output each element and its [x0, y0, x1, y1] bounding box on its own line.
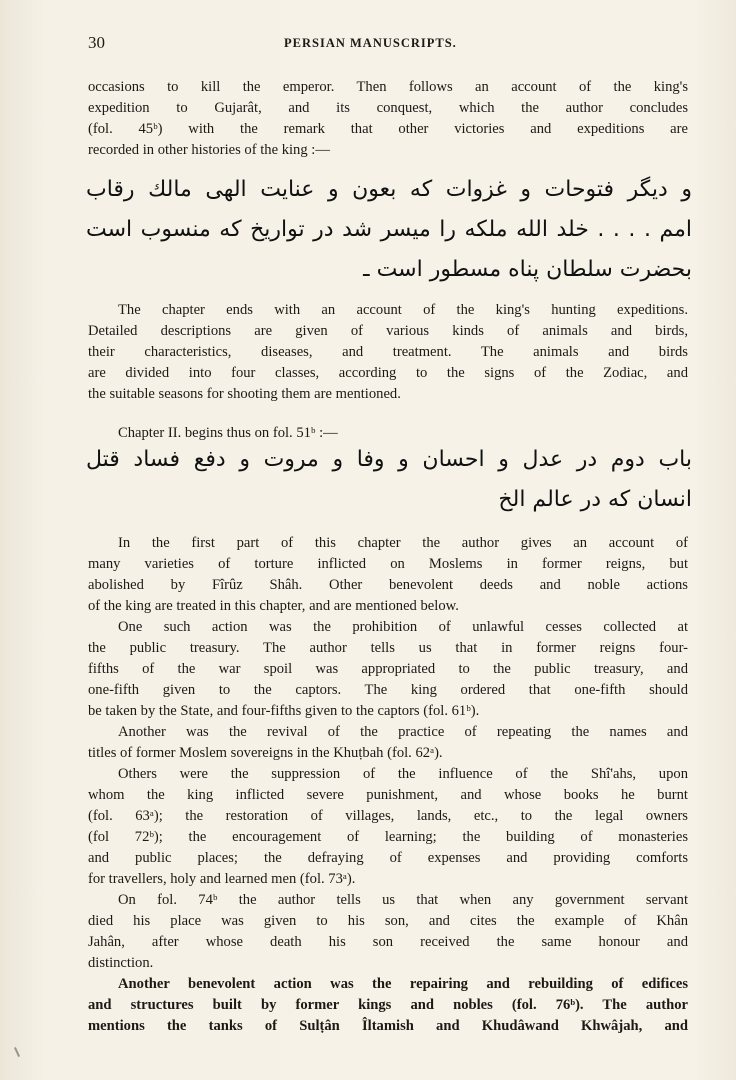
- text-line: (fol. 45ᵇ) with the remark that other victories and expeditions are: [88, 121, 688, 137]
- paragraph-edifices: [88, 974, 688, 1037]
- page-edge-mark: [14, 1047, 20, 1057]
- text-line: distinction.: [88, 955, 154, 971]
- paragraph-suppression: [88, 764, 688, 890]
- persian-line: بحضرت سلطان پناه مسطور است ـ: [363, 257, 692, 282]
- paragraph-torture: [88, 533, 688, 617]
- text-line: titles of former Moslem sovereigns in the Khuṭbah (fol. 62ᵃ).: [88, 745, 443, 761]
- persian-quotation-2: [86, 440, 692, 520]
- text-line: (fol 72ᵇ); the encouragement of learning; the building of monasteries: [88, 829, 688, 845]
- text-line: The chapter ends with an account of the king's hunting expeditions.: [118, 302, 688, 318]
- text-line: the public treasury. The author tells us that in former reigns four-: [88, 640, 688, 656]
- page-header: [88, 33, 686, 53]
- paragraph-khan-jahan: [88, 890, 688, 974]
- persian-line: انسان که در عالم الخ: [498, 487, 692, 512]
- chapter-heading: Chapter II. begins thus on fol. 51ᵇ :—: [118, 425, 338, 441]
- text-line: expedition to Gujarât, and its conquest, which the author concludes: [88, 100, 688, 116]
- text-line: many varieties of torture inflicted on Moslems in former reigns, but: [88, 556, 688, 572]
- text-line: died his place was given to his son, and cites the example of Khân: [88, 913, 688, 929]
- text-line: Detailed descriptions are given of various kinds of animals and birds,: [88, 323, 688, 339]
- text-line: In the first part of this chapter the author gives an account of: [118, 535, 688, 551]
- text-line: be taken by the State, and four-fifths given to the captors (fol. 61ᵇ).: [88, 703, 480, 719]
- paragraph-hunting: [88, 300, 688, 405]
- text-line: One such action was the prohibition of unlawful cesses collected at: [118, 619, 688, 635]
- text-line: and public places; the defraying of expenses and providing comforts: [88, 850, 688, 866]
- text-line: Another benevolent action was the repairing and rebuilding of edifices: [118, 976, 688, 992]
- text-line: fifths of the war spoil was appropriated to the public treasury, and: [88, 661, 688, 677]
- text-line: abolished by Fîrûz Shâh. Other benevolent deeds and noble actions: [88, 577, 688, 593]
- text-line: occasions to kill the emperor. Then follows an account of the king's: [88, 79, 688, 95]
- text-line: one-fifth given to the captors. The king ordered that one-fifth should: [88, 682, 688, 698]
- persian-line: و دیگر فتوحات و غزوات که بعون و عنایت الهی مالك رقاب: [86, 177, 692, 202]
- text-line: (fol. 63ᵃ); the restoration of villages, lands, etc., to the legal owners: [88, 808, 688, 824]
- text-line: mentions the tanks of Sulṭân Îltamish and Khudâwand Khwâjah, and: [88, 1018, 688, 1034]
- text-line: recorded in other histories of the king :—: [88, 142, 330, 158]
- text-line: On fol. 74ᵇ the author tells us that when any government servant: [118, 892, 688, 908]
- persian-line: باب دوم در عدل و احسان و وفا و مروت و دفع فساد قتل: [86, 447, 692, 472]
- text-line: for travellers, holy and learned men (fol. 73ᵃ).: [88, 871, 356, 887]
- text-line: Others were the suppression of the influence of the Shî'ahs, upon: [118, 766, 688, 782]
- persian-quotation-1: [86, 170, 692, 290]
- page-number: 30: [88, 33, 105, 52]
- text-line: the suitable seasons for shooting them are mentioned.: [88, 386, 401, 402]
- paragraph-expedition: [88, 77, 688, 161]
- running-title: PERSIAN MANUSCRIPTS.: [284, 36, 457, 50]
- paragraph-khutbah: [88, 722, 688, 764]
- text-line: their characteristics, diseases, and treatment. The animals and birds: [88, 344, 688, 360]
- paragraph-cesses: [88, 617, 688, 722]
- text-line: of the king are treated in this chapter, and are mentioned below.: [88, 598, 459, 614]
- text-line: and structures built by former kings and nobles (fol. 76ᵇ). The author: [88, 997, 688, 1013]
- text-line: Jahân, after whose death his son received the same honour and: [88, 934, 688, 950]
- persian-line: امم . . . . خلد الله ملکه را میسر شد در تواریخ که منسوب است: [86, 217, 692, 242]
- text-line: are divided into four classes, according to the signs of the Zodiac, and: [88, 365, 688, 381]
- text-line: Another was the revival of the practice of repeating the names and: [118, 724, 688, 740]
- text-line: whom the king inflicted severe punishment, and whose books he burnt: [88, 787, 688, 803]
